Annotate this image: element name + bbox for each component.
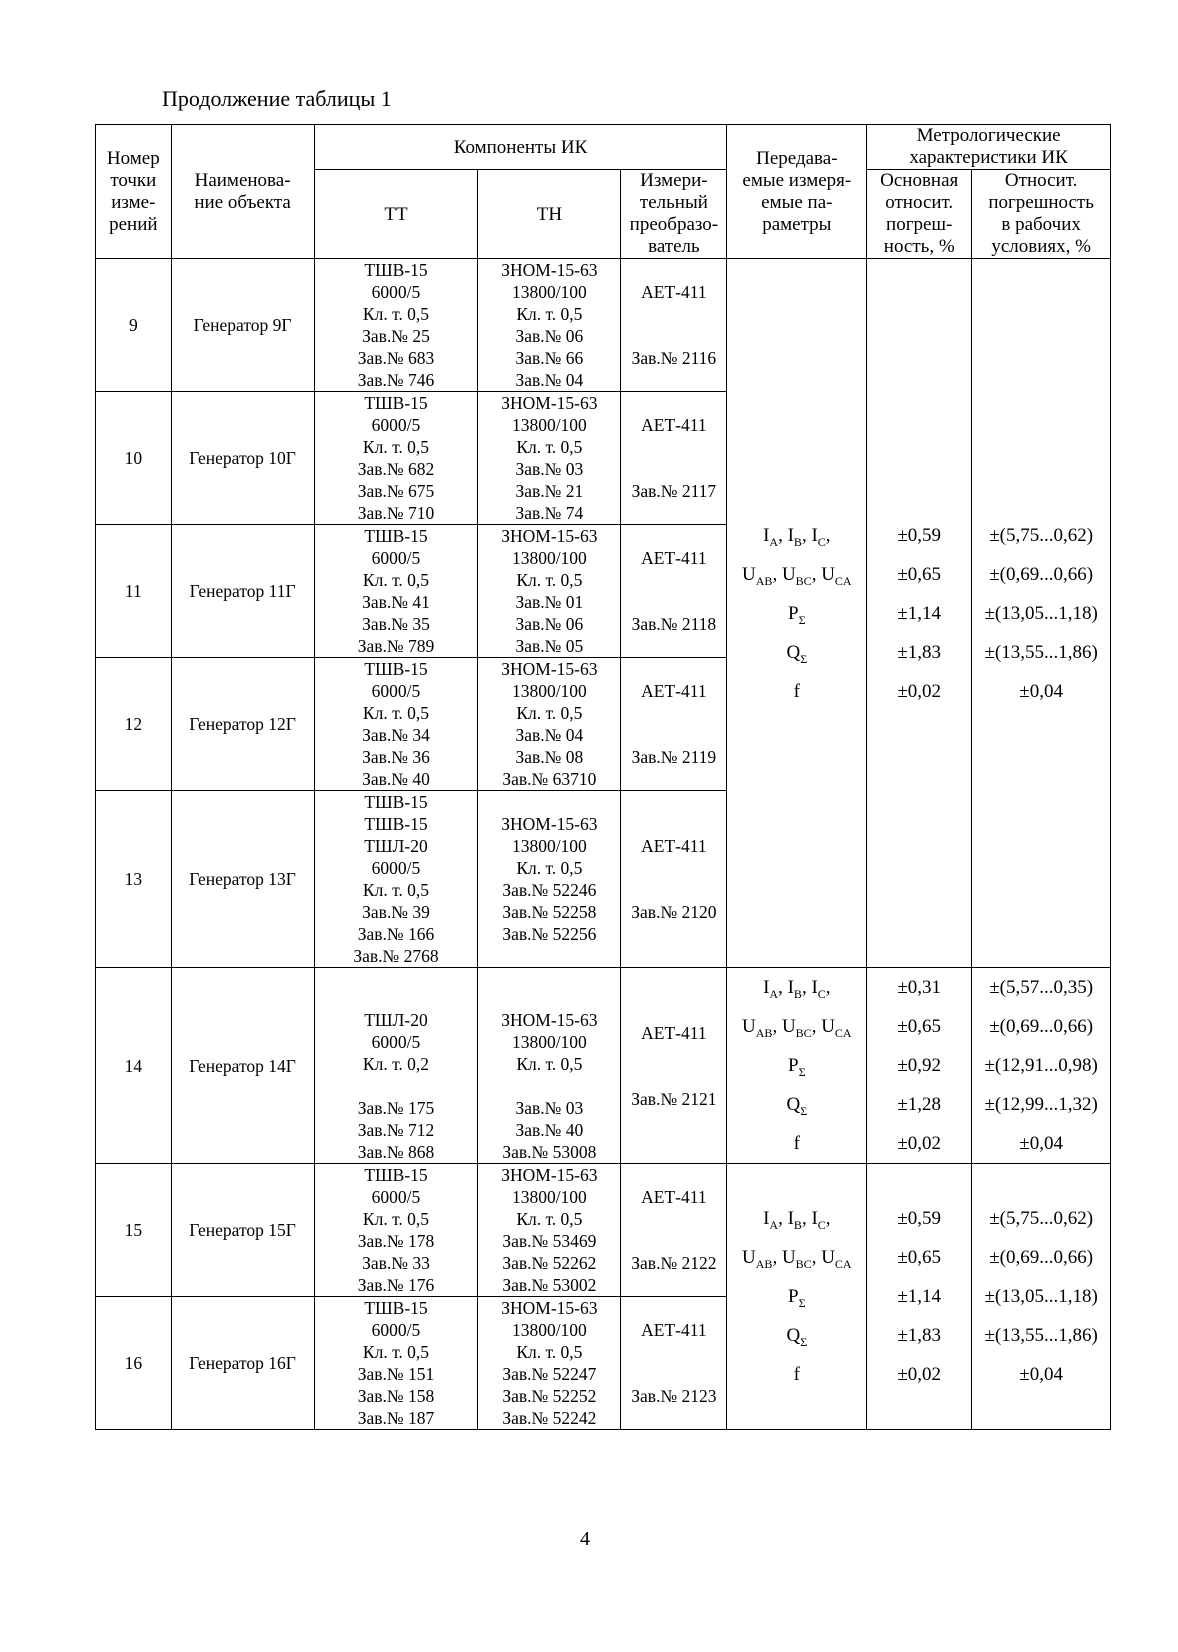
basic-value: ±1,83 <box>897 1325 942 1346</box>
metro-values <box>972 1199 1110 1394</box>
metro-values <box>867 516 971 711</box>
cell-line: 6000/5 <box>371 1032 421 1052</box>
meter-serial: Зав.№ 2120 <box>631 902 717 922</box>
metro-working-error <box>972 1164 1111 1430</box>
tt-cell <box>314 1164 478 1297</box>
meter-serial: Зав.№ 2118 <box>631 614 717 634</box>
meter-serial: Зав.№ 2122 <box>631 1253 717 1273</box>
cell-line: Кл. т. 0,2 <box>362 1054 430 1074</box>
header-point-number <box>96 125 172 259</box>
cell-line: Зав.№ 39 <box>362 902 430 922</box>
cell-line: 13800/100 <box>511 415 587 435</box>
cell-lines <box>315 525 478 657</box>
cell-line: 13800/100 <box>511 1032 587 1052</box>
cell-line: Зав.№ 682 <box>357 459 435 479</box>
cell-line: Зав.№ 675 <box>357 481 435 501</box>
cell-line: 6000/5 <box>371 548 421 568</box>
cell-line: Зав.№ 04 <box>515 370 584 390</box>
line: изме- <box>111 191 156 213</box>
line: Метрологические <box>916 125 1061 146</box>
metro-values <box>727 516 866 711</box>
table-row <box>96 1164 1111 1297</box>
cell-line: Кл. т. 0,5 <box>516 1054 583 1074</box>
cell-line: Зав.№ 746 <box>357 370 435 390</box>
work-value: ±(0,69...0,66) <box>989 563 1094 585</box>
meter-type: АЕТ-411 <box>641 836 707 856</box>
cell-line: Зав.№ 52256 <box>502 924 597 944</box>
line: ние объекта <box>194 191 291 213</box>
cell-line: 13800/100 <box>511 282 587 302</box>
meter-serial: Зав.№ 2116 <box>631 348 717 368</box>
cell-line: Зав.№ 63710 <box>502 769 597 789</box>
cell-line: ЗНОМ-15-63 <box>501 659 598 679</box>
line: Наименова- <box>194 169 291 191</box>
params-value: $U_{AB}$, $U_{BC}$, $U_{CA}$ <box>742 1016 852 1040</box>
metro-values <box>972 516 1110 711</box>
work-value: ±(13,05...1,18) <box>984 602 1098 624</box>
line: погреш- <box>886 214 953 235</box>
cell-lines <box>478 259 620 391</box>
cell-line: Зав.№ 40 <box>515 1120 584 1140</box>
cell-line: 13800/100 <box>511 548 587 568</box>
params-value: f <box>793 1364 800 1385</box>
cell-line: Зав.№ 05 <box>515 636 584 656</box>
tt-cell <box>314 968 478 1164</box>
header-tn: ТН <box>478 170 621 259</box>
line: условиях, % <box>991 236 1091 257</box>
object-name: Генератор 14Г <box>171 968 314 1164</box>
work-value: ±(5,57...0,35) <box>989 977 1094 998</box>
header-object-name <box>171 125 314 259</box>
cell-lines <box>315 392 478 524</box>
work-value: ±0,04 <box>1019 1364 1063 1385</box>
tn-cell <box>478 392 621 525</box>
metro-basic-error <box>867 968 972 1164</box>
line: относит. <box>885 192 954 213</box>
cell-line: Зав.№ 53002 <box>502 1275 597 1295</box>
meter-cell <box>621 1297 727 1430</box>
tn-cell <box>478 259 621 392</box>
cell-line: Зав.№ 52252 <box>502 1386 597 1406</box>
cell-line: Зав.№ 03 <box>515 459 584 479</box>
metro-basic-error <box>867 259 972 968</box>
line: тельный <box>639 192 708 213</box>
meter-type: АЕТ-411 <box>641 415 707 435</box>
object-name: Генератор 16Г <box>171 1297 314 1430</box>
meter-cell <box>621 658 727 791</box>
metro-parameters <box>727 968 867 1164</box>
cell-line: Кл. т. 0,5 <box>516 1342 583 1362</box>
work-value: ±(12,91...0,98) <box>984 1055 1098 1076</box>
cell-line: Зав.№ 151 <box>357 1364 435 1384</box>
cell-line: ТШВ-15 <box>364 260 428 280</box>
params-value: f <box>793 680 800 702</box>
object-name: Генератор 9Г <box>171 259 314 392</box>
cell-line: Зав.№ 06 <box>515 326 584 346</box>
header-parameters <box>727 125 867 259</box>
metro-parameters <box>727 259 867 968</box>
cell-line: Зав.№ 01 <box>515 592 584 612</box>
line: Номер <box>106 147 160 169</box>
cell-line: 13800/100 <box>511 1320 587 1340</box>
meter-type: АЕТ-411 <box>641 548 707 568</box>
cell-line: Зав.№ 712 <box>357 1120 435 1140</box>
work-value: ±0,04 <box>1019 1133 1063 1154</box>
cell-lines <box>478 658 620 790</box>
tn-cell <box>478 525 621 658</box>
basic-value: ±1,28 <box>897 1094 942 1115</box>
cell-lines <box>478 525 620 657</box>
cell-line: Кл. т. 0,5 <box>516 304 583 324</box>
cell-line: Зав.№ 178 <box>357 1231 435 1251</box>
cell-line: Зав.№ 53469 <box>502 1231 597 1251</box>
metro-values <box>727 1199 866 1394</box>
meter-serial: Зав.№ 2123 <box>631 1386 717 1406</box>
cell-line: ТШВ-15 <box>364 393 428 413</box>
work-value: ±(5,75...0,62) <box>989 524 1094 546</box>
cell-line: ЗНОМ-15-63 <box>501 1010 598 1030</box>
cell-line: Зав.№ 52258 <box>502 902 597 922</box>
cell-lines <box>478 1009 620 1163</box>
metro-values <box>867 1199 971 1394</box>
table-row <box>96 259 1111 392</box>
point-number: 16 <box>96 1297 172 1430</box>
line: Основная <box>880 170 959 191</box>
cell-line: Зав.№ 789 <box>357 636 435 656</box>
work-value: ±(12,99...1,32) <box>984 1094 1098 1115</box>
cell-line: Зав.№ 53008 <box>502 1142 597 1162</box>
params-value: $I_A$, $I_B$, $I_C$, <box>763 1208 831 1232</box>
point-number: 14 <box>96 968 172 1164</box>
tn-cell <box>478 791 621 968</box>
measurement-points-table <box>95 124 1111 1430</box>
table-caption: Продолжение таблицы 1 <box>162 86 392 111</box>
metro-parameters <box>727 1164 867 1430</box>
cell-line: Кл. т. 0,5 <box>362 570 430 590</box>
cell-line: Зав.№ 25 <box>362 326 430 346</box>
meter-cell <box>621 1164 727 1297</box>
meter-type: АЕТ-411 <box>641 681 707 701</box>
params-value: $Q_\Sigma$ <box>786 641 808 666</box>
work-value: ±0,04 <box>1019 680 1063 702</box>
basic-value: ±0,02 <box>897 1364 942 1385</box>
cell-line: Кл. т. 0,5 <box>362 304 430 324</box>
cell-line: Зав.№ 52262 <box>502 1253 597 1273</box>
cell-line: Кл. т. 0,5 <box>362 880 430 900</box>
basic-value: ±0,02 <box>897 1133 942 1154</box>
basic-value: ±0,92 <box>897 1055 942 1076</box>
line: точки <box>110 169 157 191</box>
meter-type: АЕТ-411 <box>641 1320 707 1340</box>
cell-line: 6000/5 <box>371 681 421 701</box>
tn-cell <box>478 1164 621 1297</box>
cell-line: 6000/5 <box>371 1320 421 1340</box>
basic-value: ±0,65 <box>897 1247 942 1268</box>
meter-cell <box>621 968 727 1164</box>
object-name: Генератор 12Г <box>171 658 314 791</box>
tt-cell <box>314 1297 478 1430</box>
cell-line: Кл. т. 0,5 <box>516 570 583 590</box>
line: ватель <box>648 236 700 257</box>
work-value: ±(0,69...0,66) <box>989 1247 1094 1268</box>
point-number: 11 <box>96 525 172 658</box>
params-value: $P_\Sigma$ <box>788 1286 806 1310</box>
cell-line: ТШЛ-20 <box>364 836 428 856</box>
page-number: 4 <box>580 1528 590 1550</box>
point-number: 12 <box>96 658 172 791</box>
cell-line: Зав.№ 74 <box>515 503 584 523</box>
meter-cell <box>621 259 727 392</box>
header-working-error <box>972 170 1111 259</box>
meter-cell <box>621 392 727 525</box>
cell-line: ТШВ-15 <box>364 1298 428 1318</box>
meter-cell <box>621 525 727 658</box>
cell-line: Зав.№ 08 <box>515 747 584 767</box>
meter-serial: Зав.№ 2117 <box>631 481 717 501</box>
header-basic-error <box>867 170 972 259</box>
cell-line: Зав.№ 36 <box>362 747 430 767</box>
work-value: ±(0,69...0,66) <box>989 1016 1094 1037</box>
cell-line: 13800/100 <box>511 836 587 856</box>
work-value: ±(13,05...1,18) <box>984 1286 1098 1307</box>
cell-lines <box>315 259 478 391</box>
line: преобразо- <box>629 214 719 235</box>
cell-line: Зав.№ 868 <box>357 1142 435 1162</box>
cell-lines <box>478 392 620 524</box>
cell-line: ТШЛ-20 <box>364 1010 428 1030</box>
object-name: Генератор 13Г <box>171 791 314 968</box>
meter-serial: Зав.№ 2119 <box>631 747 717 767</box>
cell-line: ЗНОМ-15-63 <box>501 526 598 546</box>
header-row-1 <box>96 125 1111 170</box>
tn-cell <box>478 1297 621 1430</box>
cell-lines <box>315 1164 478 1296</box>
cell-line: Зав.№ 710 <box>357 503 435 523</box>
work-value: ±(5,75...0,62) <box>989 1208 1094 1229</box>
cell-line: Кл. т. 0,5 <box>362 1342 430 1362</box>
cell-line: Зав.№ 41 <box>362 592 430 612</box>
cell-line: 6000/5 <box>371 1187 421 1207</box>
point-number: 9 <box>96 259 172 392</box>
cell-line: Кл. т. 0,5 <box>516 703 583 723</box>
cell-line: ТШВ-15 <box>364 814 428 834</box>
cell-line: Кл. т. 0,5 <box>516 858 583 878</box>
cell-line: Зав.№ 166 <box>357 924 435 944</box>
object-name: Генератор 15Г <box>171 1164 314 1297</box>
cell-line: Зав.№ 33 <box>362 1253 430 1273</box>
cell-line: Зав.№ 158 <box>357 1386 435 1406</box>
cell-line: Кл. т. 0,5 <box>362 703 430 723</box>
cell-line: Зав.№ 52242 <box>502 1408 597 1428</box>
cell-line: ЗНОМ-15-63 <box>501 260 598 280</box>
metro-working-error <box>972 968 1111 1164</box>
cell-line: ТШВ-15 <box>364 1165 428 1185</box>
point-number: 13 <box>96 791 172 968</box>
params-value: $P_\Sigma$ <box>788 602 806 627</box>
tt-cell <box>314 791 478 968</box>
cell-line: Кл. т. 0,5 <box>362 437 430 457</box>
line: емые измеря- <box>742 169 852 191</box>
header-metrological <box>867 125 1111 170</box>
metro-values <box>727 968 866 1163</box>
cell-line: Зав.№ 21 <box>515 481 584 501</box>
basic-value: ±1,14 <box>897 602 942 624</box>
meter-serial: Зав.№ 2121 <box>631 1088 717 1109</box>
work-value: ±(13,55...1,86) <box>984 641 1098 663</box>
basic-value: ±0,59 <box>897 524 942 546</box>
cell-lines <box>315 1297 478 1429</box>
tt-cell <box>314 392 478 525</box>
cell-line: Кл. т. 0,5 <box>516 437 583 457</box>
header-meter <box>621 170 727 259</box>
line: Передава- <box>756 147 838 169</box>
tt-cell <box>314 658 478 791</box>
cell-line: ТШВ-15 <box>364 792 428 812</box>
line: ность, % <box>883 236 955 257</box>
cell-line: Зав.№ 40 <box>362 769 430 789</box>
metro-basic-error <box>867 1164 972 1430</box>
line: погрешность <box>988 192 1094 213</box>
cell-line: ЗНОМ-15-63 <box>501 1165 598 1185</box>
params-value: $I_A$, $I_B$, $I_C$, <box>763 524 831 549</box>
tt-cell <box>314 259 478 392</box>
basic-value: ±0,02 <box>897 680 942 702</box>
meter-cell <box>621 791 727 968</box>
cell-lines <box>315 1009 478 1163</box>
basic-value: ±1,83 <box>897 641 942 663</box>
params-value: $I_A$, $I_B$, $I_C$, <box>763 977 831 1001</box>
params-value: $Q_\Sigma$ <box>786 1094 808 1118</box>
metro-working-error <box>972 259 1111 968</box>
line: Относит. <box>1004 170 1078 191</box>
cell-line: Зав.№ 52247 <box>502 1364 597 1384</box>
cell-line: Зав.№ 35 <box>362 614 430 634</box>
basic-value: ±0,31 <box>897 977 942 998</box>
cell-line: Зав.№ 683 <box>357 348 435 368</box>
params-value: $Q_\Sigma$ <box>786 1325 808 1349</box>
line: раметры <box>762 213 832 235</box>
cell-lines <box>478 1297 620 1429</box>
meter-type: АЕТ-411 <box>641 1022 707 1043</box>
cell-line: 13800/100 <box>511 681 587 701</box>
cell-lines <box>478 813 620 945</box>
cell-line: Зав.№ 2768 <box>353 946 439 966</box>
metro-values <box>972 968 1110 1163</box>
tn-cell <box>478 968 621 1164</box>
cell-line: Зав.№ 66 <box>515 348 584 368</box>
table-row <box>96 968 1111 1164</box>
object-name: Генератор 11Г <box>171 525 314 658</box>
tn-cell <box>478 658 621 791</box>
params-value: $U_{AB}$, $U_{BC}$, $U_{CA}$ <box>742 1247 852 1271</box>
cell-line: Зав.№ 34 <box>362 725 430 745</box>
cell-line: ЗНОМ-15-63 <box>501 814 598 834</box>
cell-line: Зав.№ 176 <box>357 1275 435 1295</box>
basic-value: ±1,14 <box>897 1286 942 1307</box>
line: характеристики ИК <box>909 147 1068 168</box>
cell-line: Зав.№ 04 <box>515 725 584 745</box>
basic-value: ±0,65 <box>897 563 942 585</box>
line: емые па- <box>761 191 833 213</box>
cell-line: ЗНОМ-15-63 <box>501 1298 598 1318</box>
meter-type: АЕТ-411 <box>641 282 707 302</box>
cell-line: ТШВ-15 <box>364 659 428 679</box>
cell-line: ЗНОМ-15-63 <box>501 393 598 413</box>
cell-line: Зав.№ 175 <box>357 1098 435 1118</box>
cell-line: Кл. т. 0,5 <box>362 1209 430 1229</box>
point-number: 10 <box>96 392 172 525</box>
work-value: ±(13,55...1,86) <box>984 1325 1098 1346</box>
cell-line: Зав.№ 06 <box>515 614 584 634</box>
params-value: $P_\Sigma$ <box>788 1055 806 1079</box>
meter-type: АЕТ-411 <box>641 1187 707 1207</box>
header-tt: ТТ <box>314 170 478 259</box>
line: рений <box>109 213 158 235</box>
cell-line: Зав.№ 187 <box>357 1408 435 1428</box>
params-value: f <box>793 1133 800 1154</box>
object-name: Генератор 10Г <box>171 392 314 525</box>
cell-line: 6000/5 <box>371 858 421 878</box>
cell-line: ТШВ-15 <box>364 526 428 546</box>
line: в рабочих <box>1001 214 1081 235</box>
metro-values <box>867 968 971 1163</box>
line: Измери- <box>640 170 708 191</box>
cell-lines <box>315 791 478 967</box>
params-value: $U_{AB}$, $U_{BC}$, $U_{CA}$ <box>742 563 852 588</box>
header-components: Компоненты ИК <box>314 125 727 170</box>
cell-line: 6000/5 <box>371 282 421 302</box>
cell-line: 6000/5 <box>371 415 421 435</box>
basic-value: ±0,59 <box>897 1208 942 1229</box>
point-number: 15 <box>96 1164 172 1297</box>
cell-lines <box>478 1164 620 1296</box>
cell-line: Кл. т. 0,5 <box>516 1209 583 1229</box>
cell-lines <box>315 658 478 790</box>
cell-line: Зав.№ 52246 <box>502 880 597 900</box>
cell-line: Зав.№ 03 <box>515 1098 584 1118</box>
tt-cell <box>314 525 478 658</box>
cell-line: 13800/100 <box>511 1187 587 1207</box>
basic-value: ±0,65 <box>897 1016 942 1037</box>
